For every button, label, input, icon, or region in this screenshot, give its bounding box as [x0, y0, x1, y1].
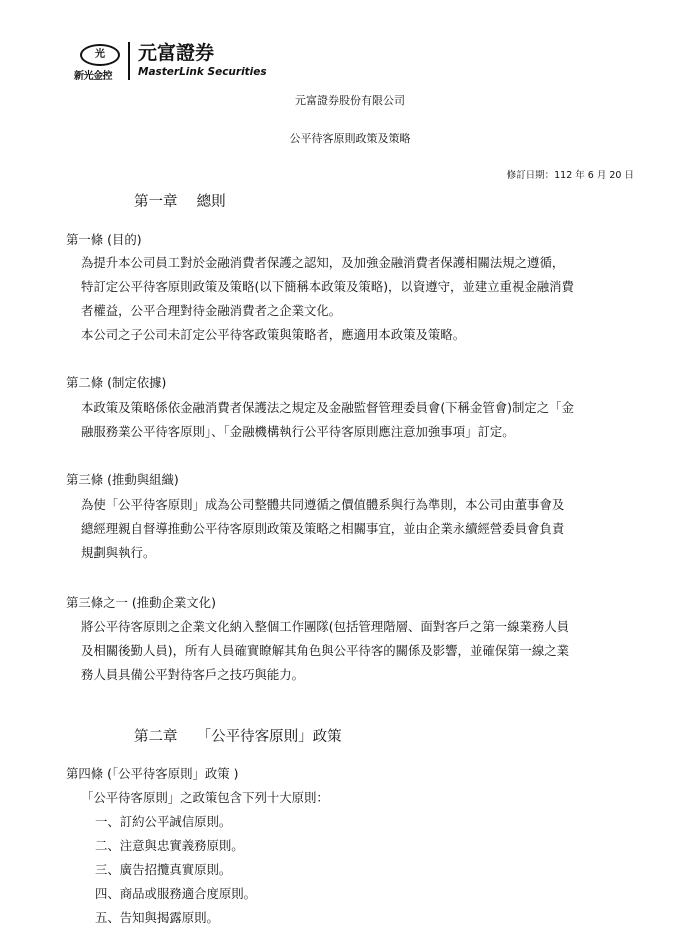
article-1-heading: 第一條 (目的)	[66, 232, 142, 247]
article-4-heading: 第四條 (「公平待客原則」政策 )	[66, 766, 239, 781]
article-3-line: 為使「公平待客原則」成為公司整體共同遵循之價值體系與行為準則，本公司由董事會及	[81, 497, 565, 512]
principle-item: 三、廣告招攬真實原則。	[95, 862, 232, 877]
chapter-1-heading: 第一章 總則	[134, 194, 226, 210]
article-3a-line: 務人員具備公平對待客戶之技巧與能力。	[81, 667, 305, 682]
principle-item: 四、商品或服務適合度原則。	[95, 886, 257, 901]
article-3-line: 總經理親自督導推動公平待客原則政策及策略之相關事宜，並由企業永續經營委員會負責	[81, 521, 565, 536]
article-4-intro: 「公平待客原則」之政策包含下列十大原則：	[81, 790, 329, 805]
article-1-line: 者權益，公平合理對待金融消費者之企業文化。	[81, 303, 342, 318]
brand-name-chinese: 元富證券	[138, 42, 215, 64]
revision-date: 修訂日期：112 年 6 月 20 日	[506, 170, 634, 181]
document-title-company: 元富證券股份有限公司	[295, 94, 405, 107]
article-3a-heading: 第三條之一 (推動企業文化)	[66, 595, 216, 610]
seal-text: 光	[95, 49, 105, 60]
article-1-line: 為提升本公司員工對於金融消費者保護之認知，及加強金融消費者保護相關法規之遵循，	[81, 255, 565, 270]
article-3a-line: 及相關後勤人員)，所有人員確實瞭解其角色與公平待客的關係及影響，並確保第一線之業	[81, 643, 570, 658]
brand-name-english: MasterLink Securities	[138, 66, 267, 78]
shin-kong-seal-icon	[80, 44, 120, 66]
article-2-heading: 第二條 (制定依據)	[66, 375, 167, 390]
parent-company-name: 新光金控	[74, 71, 112, 82]
principle-item: 二、注意與忠實義務原則。	[95, 838, 244, 853]
article-3a-line: 將公平待客原則之企業文化納入整個工作團隊(包括管理階層、面對客戶之第一線業務人員	[81, 619, 570, 634]
logo-divider	[128, 42, 130, 80]
article-2-line: 本政策及策略係依金融消費者保護法之規定及金融監督管理委員會(下稱金管會)制定之「金	[81, 400, 574, 415]
article-1-line: 特訂定公平待客原則政策及策略(以下簡稱本政策及策略)，以資遵守，並建立重視金融消費	[81, 279, 574, 294]
chapter-2-heading: 第二章 「公平待客原則」政策	[134, 729, 342, 745]
document-title-policy: 公平待客原則政策及策略	[289, 132, 411, 145]
principle-item: 五、告知與揭露原則。	[95, 910, 219, 925]
article-1-line: 本公司之子公司未訂定公平待客政策與策略者，應適用本政策及策略。	[81, 327, 466, 342]
article-2-line: 融服務業公平待客原則」、「金融機構執行公平待客原則應注意加強事項」訂定。	[81, 424, 515, 439]
principle-item: 一、訂約公平誠信原則。	[95, 814, 232, 829]
article-3-line: 規劃與執行。	[81, 545, 156, 560]
article-3-heading: 第三條 (推動與組織)	[66, 472, 179, 487]
